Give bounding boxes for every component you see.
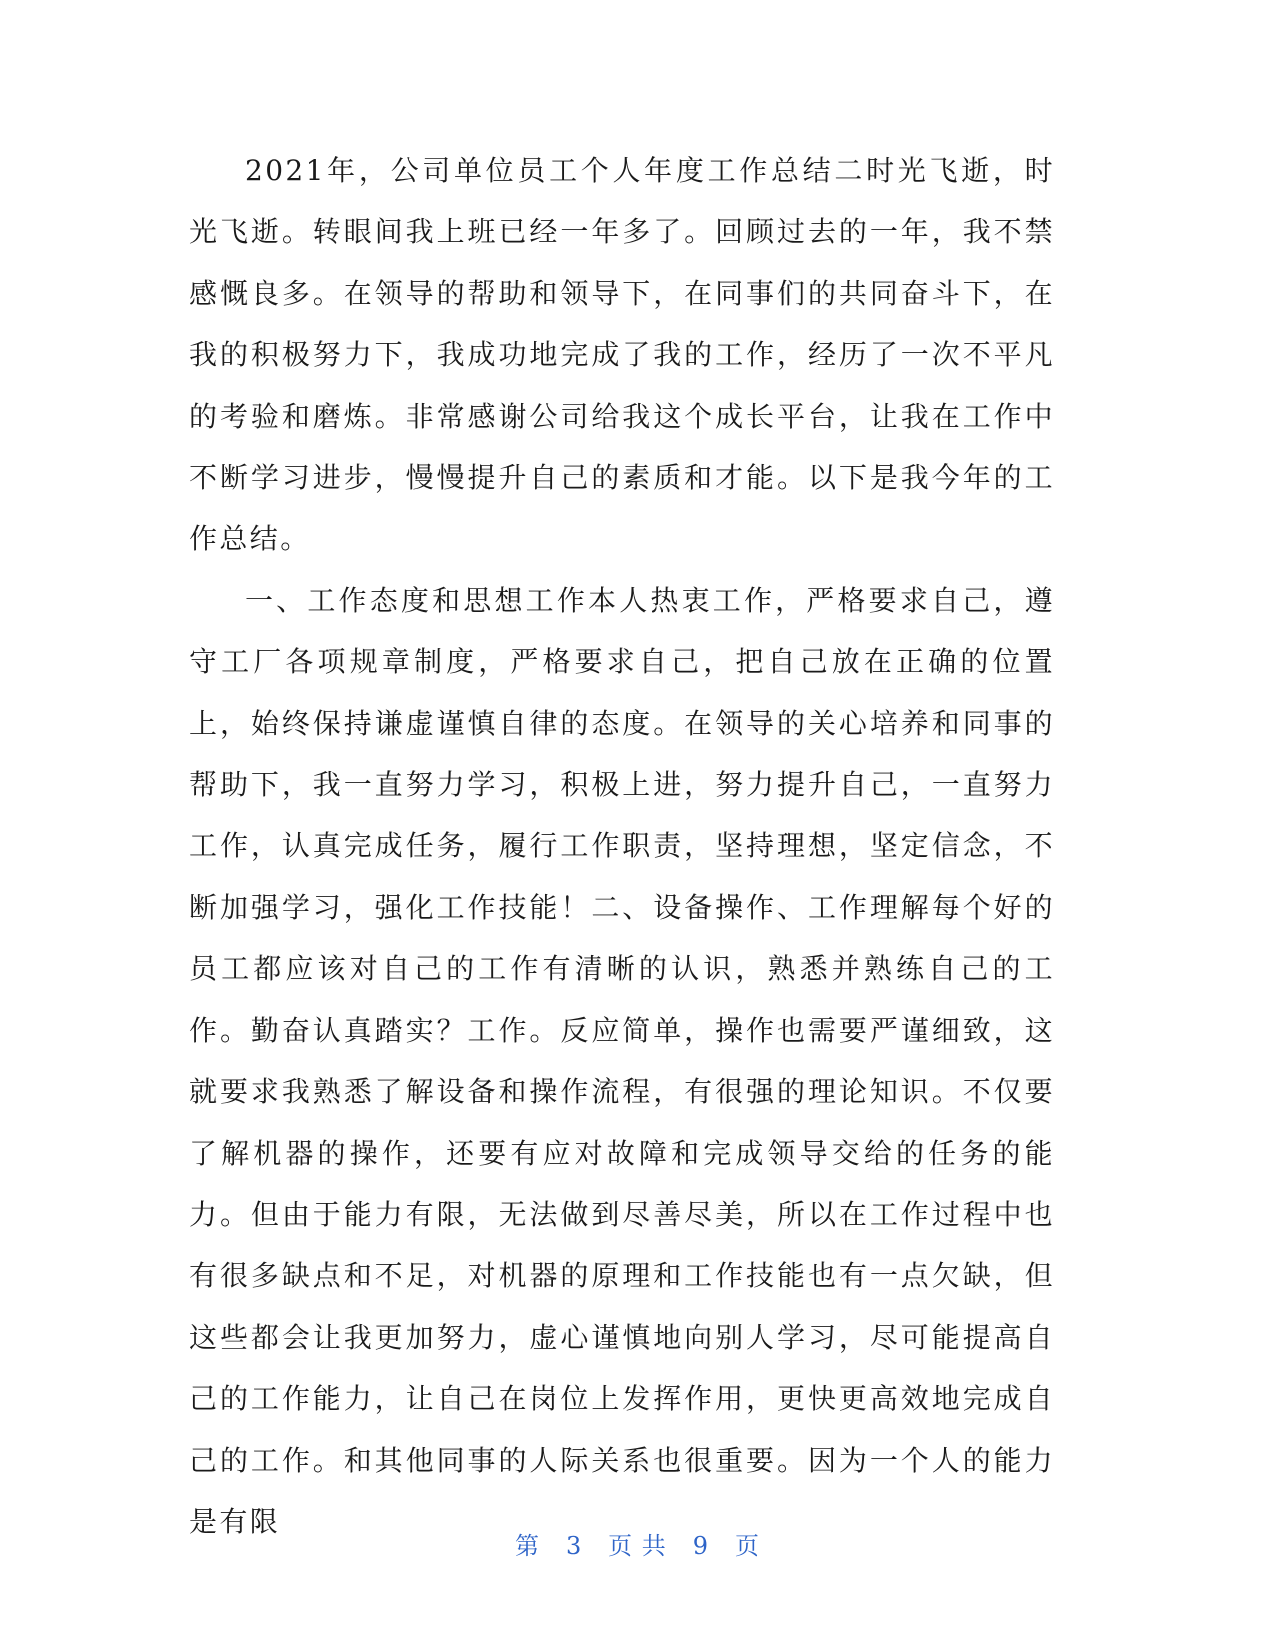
page-number-footer [0,1526,1275,1561]
paragraph-intro: 2021年，公司单位员工个人年度工作总结二时光飞逝，时光飞逝。转眼间我上班已经一年多了。回顾过去的一年，我不禁感慨良多。在领导的帮助和领导下，在同事们的共同奋斗下，在我的积极努力下，我成功地完成了我的工作，经历了一次不平凡的考验和磨炼。非常感谢公司给我这个成长平台，让我在工作中不断学习进步，慢慢提升自己的素质和才能。以下是我今年的工作总结。 [189,154,1055,556]
footer-suffix: 页 [734,1532,760,1560]
footer-prefix: 第 [515,1532,541,1560]
footer-middle: 页 共 [608,1532,667,1560]
paragraph-work-attitude: 一、工作态度和思想工作本人热衷工作，严格要求自己，遵守工厂各项规章制度，严格要求自己，把自己放在正确的位置上，始终保持谦虚谨慎自律的态度。在领导的关心培养和同事的帮助下，我一直努力学习，积极上进，努力提升自己，一直努力工作，认真完成任务，履行工作职责，坚持理想，坚定信念，不断加强学习，强化工作技能！二、设备操作、工作理解每个好的员工都应该对自己的工作有清晰的认识，熟悉并熟练自己的工作。勤奋认真踏实？工作。反应简单，操作也需要严谨细致，这就要求我熟悉了解设备和操作流程，有很强的理论知识。不仅要了解机器的操作，还要有应对故障和完成领导交给的任务的能力。但由于能力有限，无法做到尽善尽美，所以在工作过程中也有很多缺点和不足，对机器的原理和工作技能也有一点欠缺，但这些都会让我更加努力，虚心谨慎地向别人学习，尽可能提高自己的工作能力，让自己在岗位上发挥作用，更快更高效地完成自己的工作。和其他同事的人际关系也很重要。因为一个人的能力是有限 [189,583,1055,1538]
footer-current-page: 3 [565,1532,583,1560]
footer-total-pages: 9 [692,1532,710,1560]
document-body [189,140,1055,1552]
